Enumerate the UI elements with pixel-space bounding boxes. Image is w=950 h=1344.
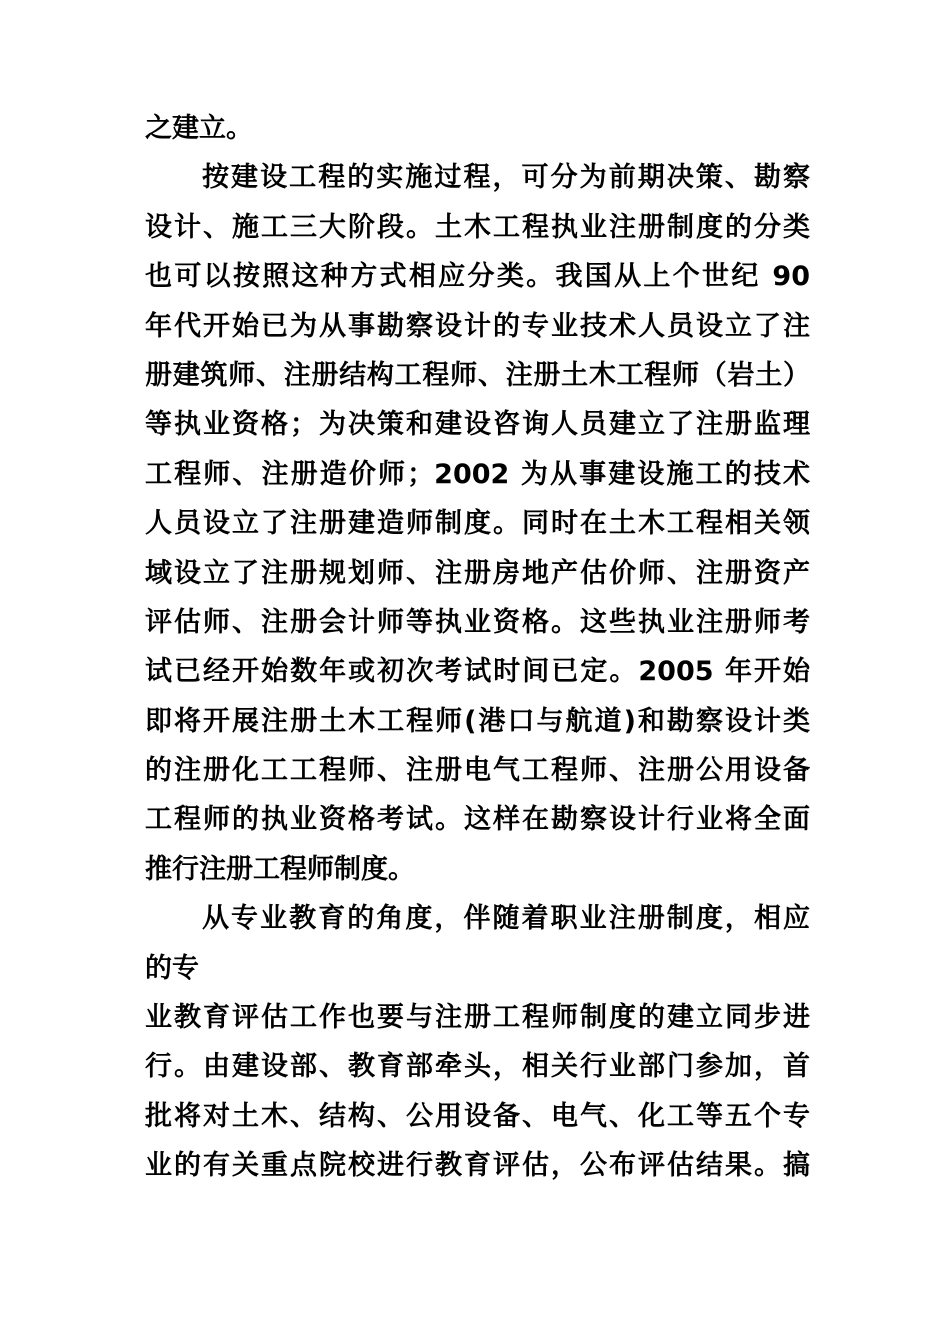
- text-line: 按建设工程的实施过程，可分为前期决策、勘察: [202, 162, 810, 194]
- text-line: 业的有关重点院校进行教育评估，公布评估结果。搞: [145, 1150, 810, 1182]
- text-line: 行。由建设部、教育部牵头，相关行业部门参加，首: [145, 1051, 810, 1083]
- text-line: 即将开展注册土木工程师(港口与航道)和勘察设计类: [145, 705, 810, 737]
- text-line: 工程师的执业资格考试。这样在勘察设计行业将全面: [145, 804, 810, 836]
- text-line: 批将对土木、结构、公用设备、电气、化工等五个专: [145, 1100, 810, 1132]
- text-line: 之建立。: [145, 113, 253, 144]
- text-line: 业教育评估工作也要与注册工程师制度的建立同步进: [145, 1002, 810, 1034]
- text-line: 评估师、注册会计师等执业资格。这些执业注册师考: [145, 606, 810, 638]
- text-line: 年代开始已为从事勘察设计的专业技术人员设立了注: [145, 310, 810, 342]
- text-line: 工程师、注册造价师；2002 为从事建设施工的技术: [145, 458, 810, 490]
- text-line: 册建筑师、注册结构工程师、注册土木工程师（岩土）: [145, 359, 810, 391]
- text-line: 的专: [145, 952, 199, 984]
- text-line: 的注册化工工程师、注册电气工程师、注册公用设备: [145, 755, 810, 787]
- text-line: 设计、施工三大阶段。土木工程执业注册制度的分类: [145, 211, 810, 243]
- text-line: 试已经开始数年或初次考试时间已定。2005 年开始: [145, 656, 810, 688]
- text-line: 推行注册工程师制度。: [145, 853, 415, 885]
- text-line: 域设立了注册规划师、注册房地产估价师、注册资产: [145, 557, 810, 589]
- text-line: 人员设立了注册建造师制度。同时在土木工程相关领: [145, 508, 810, 540]
- text-line: 从专业教育的角度，伴随着职业注册制度，相应: [202, 903, 810, 935]
- text-line: 也可以按照这种方式相应分类。我国从上个世纪 90: [145, 261, 810, 293]
- body-text: [145, 104, 810, 1191]
- text-line: 等执业资格；为决策和建设咨询人员建立了注册监理: [145, 409, 810, 441]
